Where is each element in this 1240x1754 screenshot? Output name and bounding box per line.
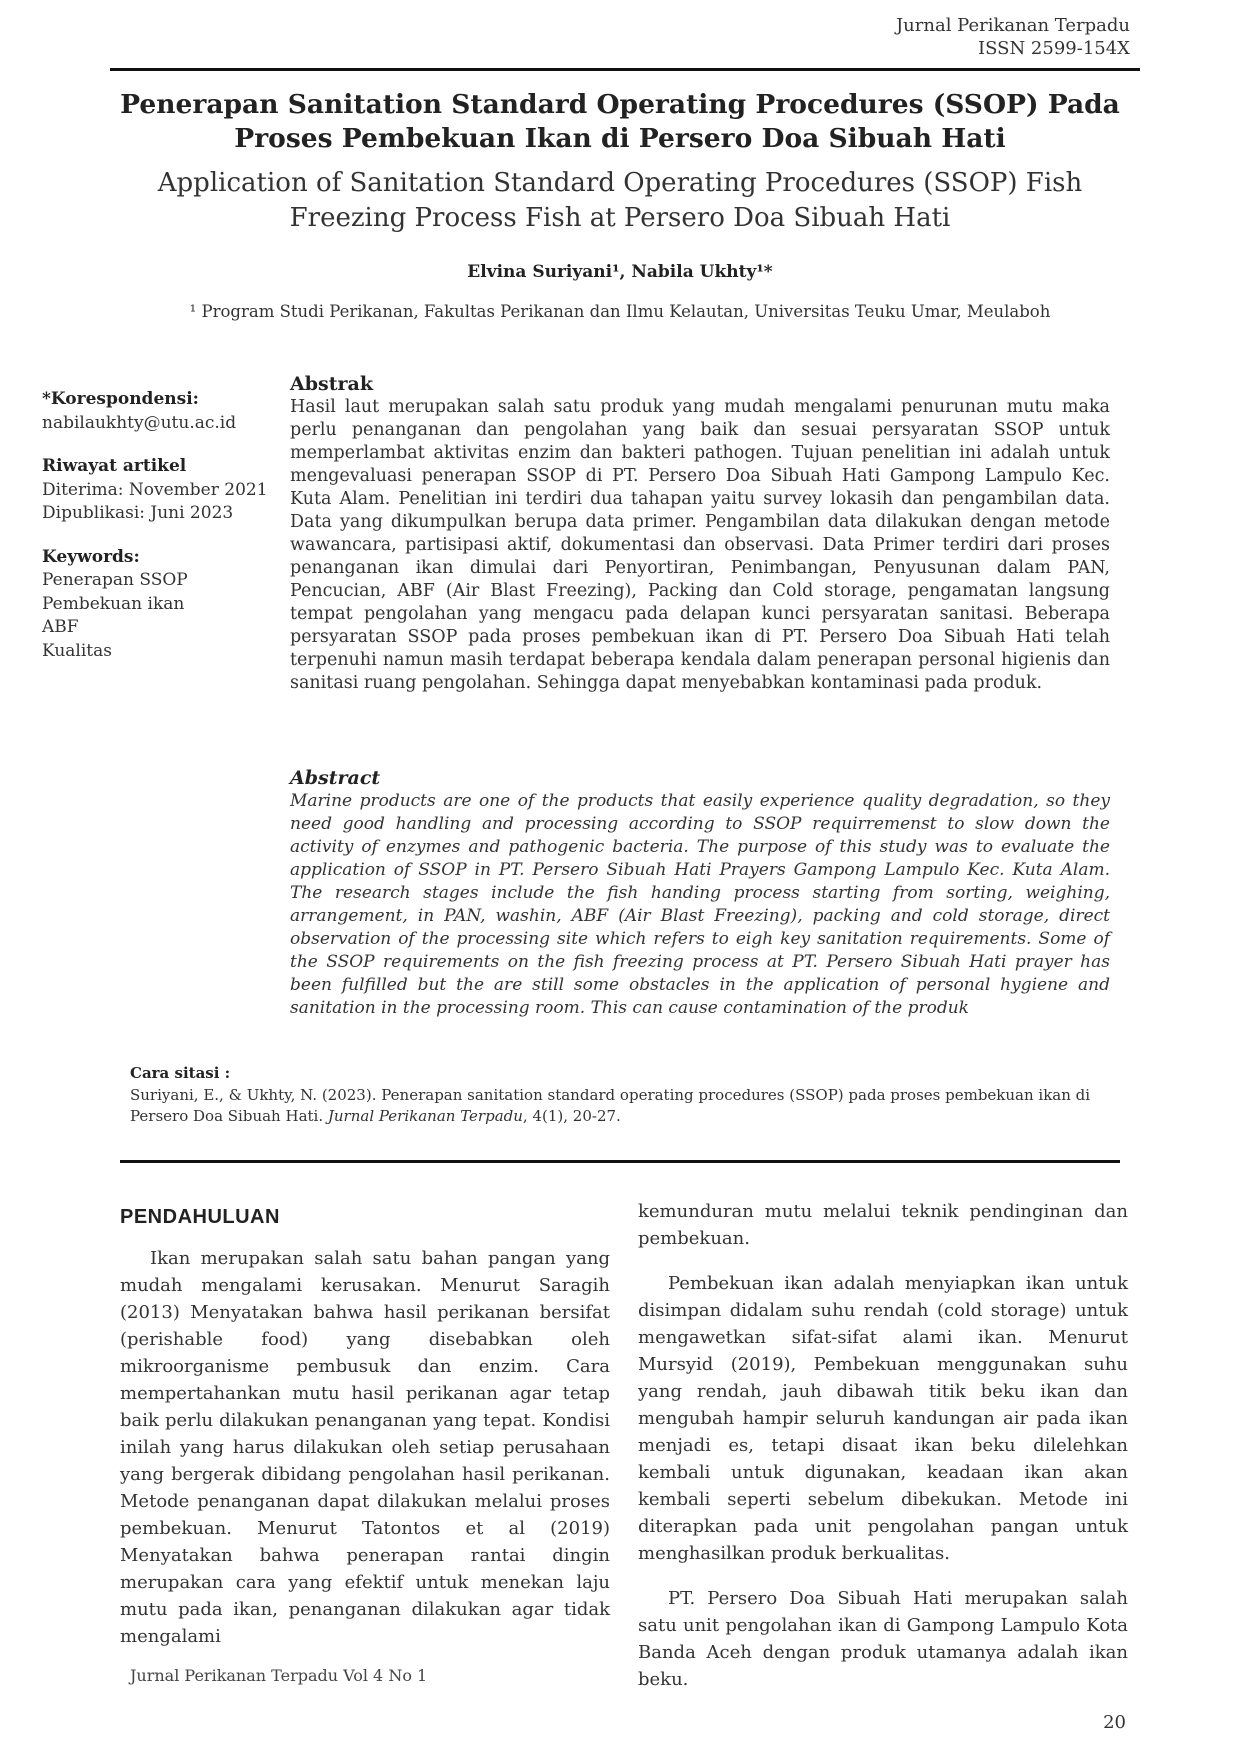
- title-english: Application of Sanitation Standard Operating Procedures (SSOP) Fish Freezing Process Fish at Persero Doa Sibuah Hati: [157, 168, 1083, 233]
- citation-text-main: Suriyani, E., & Ukhty, N. (2023). Penerapan sanitation standard operating procedures (SSOP) pada proses pembekuan ikan di Persero Doa Sibuah Hati.: [130, 1085, 1091, 1125]
- header-rule: [110, 68, 1140, 71]
- abstract-text: Marine products are one of the products that easily experience quality degradation, so they need good handling and processing according to SSOP requirremenst to slow down the activity of enzymes and pathogenic bacteria. The purpose of this study was to evaluate the application of SSOP in PT. Persero Sibuah Hati Prayers Gampong Lampulo Kec. Kuta Alam. The research stages include the fish handing process starting from sorting, weighing, arrangement, in PAN, washin, ABF (Air Blast Freezing), packing and cold storage, direct observation of the processing site which refers to eigh key sanitation requirements. Some of the SSOP requirements on the fish freezing process at PT. Persero Sibuah Hati prayer has been fulfilled but the are still some obstacles in the application of personal hygiene and sanitation in the processing room. This can cause contamination of the produk: [290, 791, 1110, 1018]
- history-label: Riwayat artikel: [42, 456, 187, 476]
- footer-journal-issue: Jurnal Perikanan Terpadu Vol 4 No 1: [130, 1666, 428, 1685]
- body-paragraph: Pembekuan ikan adalah menyiapkan ikan untuk disimpan didalam suhu rendah (cold storage) untuk mengawetkan sifat-sifat alami ikan. Menurut Mursyid (2019), Pembekuan menggunakan suhu yang rendah, jauh dibawah titik beku ikan dan mengubah hampir seluruh kandungan air pada ikan menjadi es, tetapi disaat ikan beku dilelehkan kembali untuk digunakan, keadaan ikan akan kembali seperti sebelum dibekukan. Metode ini diterapkan pada unit pengolahan pangan untuk menghasilkan produk berkualitas.: [638, 1273, 1128, 1564]
- affiliation: ¹ Program Studi Perikanan, Fakultas Perikanan dan Ilmu Kelautan, Universitas Teuku Umar, Meulaboh: [189, 302, 1051, 321]
- abstrak-heading: Abstrak: [290, 373, 373, 395]
- keyword-item: Penerapan SSOP: [42, 570, 188, 590]
- body-column-right: [638, 1198, 1128, 1711]
- correspondence-email[interactable]: nabilaukhty@utu.ac.id: [42, 412, 237, 433]
- issn: ISSN 2599-154X: [978, 38, 1130, 59]
- citation-journal: Jurnal Perikanan Terpadu: [327, 1107, 523, 1125]
- title-indonesian: Penerapan Sanitation Standard Operating Procedures (SSOP) Pada Proses Pembekuan Ikan di Persero Doa Sibuah Hati: [120, 89, 1120, 154]
- body-paragraph: kemunduran mutu melalui teknik pendinginan dan pembekuan.: [638, 1201, 1128, 1249]
- section-rule: [120, 1160, 1120, 1163]
- published-date: Dipublikasi: Juni 2023: [42, 503, 234, 523]
- citation-volume-pages: , 4(1), 20-27.: [522, 1107, 621, 1125]
- received-date: Diterima: November 2021: [42, 479, 268, 500]
- section-heading: PENDAHULUAN: [120, 1206, 280, 1228]
- keyword-item: Kualitas: [42, 640, 112, 661]
- running-header: [896, 14, 1130, 60]
- abstract-heading: Abstract: [290, 767, 381, 789]
- correspondence-label: *Korespondensi:: [42, 389, 199, 409]
- abstrak-text: Hasil laut merupakan salah satu produk yang mudah mengalami penurunan mutu maka perlu penanganan dan pengolahan yang baik dan sesuai persyaratan SSOP untuk memperlambat aktivitas enzim dan bakteri pathogen. Tujuan penelitian ini adalah untuk mengevaluasi penerapan SSOP di PT. Persero Doa Sibuah Hati Gampong Lampulo Kec. Kuta Alam. Penelitian ini terdiri dua tahapan yaitu survey lokasih dan pengambilan data. Data yang dikumpulkan berupa data primer. Pengambilan data dilakukan dengan metode wawancara, partisipasi aktif, dokumentasi dan observasi. Data Primer terdiri dari proses penanganan ikan dimulai dari Penyortiran, Penimbangan, Penyusunan dalam PAN, Pencucian, ABF (Air Blast Freezing), Packing dan Cold storage, pengamatan langsung tempat pengolahan yang mengacu pada delapan kunci persyaratan sanitasi. Beberapa persyaratan SSOP pada proses pembekuan ikan di PT. Persero Doa Sibuah Hati telah terpenuhi namun masih terdapat beberapa kendala dalam penerapan personal higienis dan sanitasi ruang pengolahan. Sehingga dapat menyebabkan kontaminasi pada produk.: [290, 397, 1110, 693]
- citation-text: [130, 1085, 1120, 1128]
- body-paragraph: Ikan merupakan salah satu bahan pangan yang mudah mengalami kerusakan. Menurut Saragih (2013) Menyatakan bahwa hasil perikanan bersifat (perishable food) yang disebabkan oleh mikroorganisme pembusuk dan enzim. Cara mempertahankan mutu hasil perikanan agar tetap baik perlu dilakukan penanganan yang tepat. Kondisi inilah yang harus dilakukan oleh setiap perusahaan yang bergerak dibidang pengolahan hasil perikanan. Metode penanganan dapat dilakukan melalui proses pembekuan. Menurut Tatontos et al (2019) Menyatakan bahwa penerapan rantai dingin merupakan cara yang efektif untuk menekan laju mutu pada ikan, penanganan dilakukan agar tidak mengalami: [120, 1248, 610, 1647]
- keyword-item: ABF: [42, 617, 79, 637]
- page-number: 20: [1103, 1712, 1126, 1733]
- citation-label: Cara sitasi :: [130, 1064, 231, 1082]
- article-info-sidebar: [42, 388, 272, 663]
- journal-name: Jurnal Perikanan Terpadu: [895, 15, 1130, 36]
- abstrak-section: [290, 372, 1110, 695]
- body-paragraph: PT. Persero Doa Sibuah Hati merupakan salah satu unit pengolahan ikan di Gampong Lampulo Kota Banda Aceh dengan produk utamanya adalah ikan beku.: [638, 1588, 1128, 1690]
- author-list: Elvina Suriyani¹, Nabila Ukhty¹*: [467, 262, 773, 282]
- keyword-item: Pembekuan ikan: [42, 593, 185, 614]
- citation-block: [130, 1063, 1120, 1128]
- keywords-label: Keywords:: [42, 546, 140, 567]
- abstract-section: [290, 766, 1110, 1020]
- body-column-left: [120, 1198, 610, 1668]
